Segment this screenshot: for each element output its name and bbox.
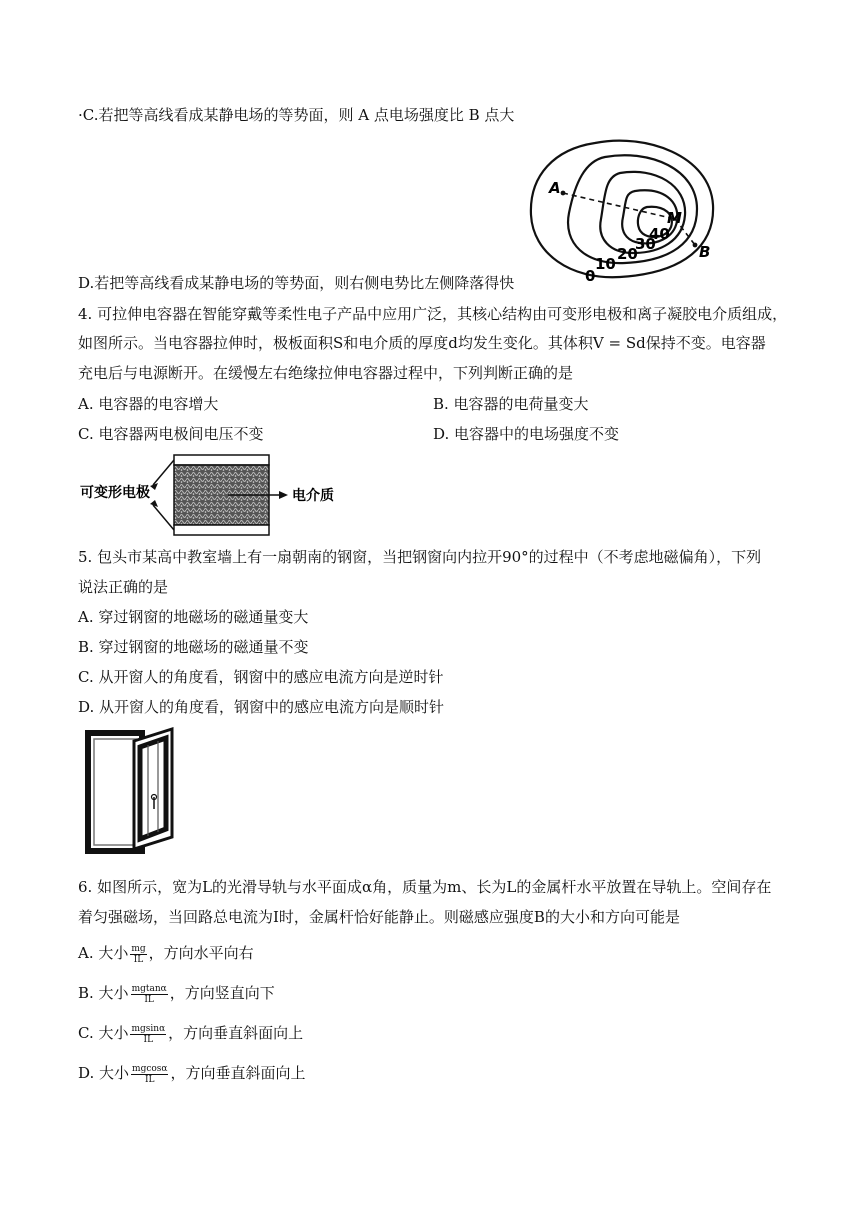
steel-window-figure [84, 725, 179, 855]
label-contour-20: 20 [617, 245, 638, 263]
q4-option-a: A. 电容器的电容增大 [78, 395, 219, 413]
label-contour-10: 10 [595, 255, 616, 273]
q4-stem-line-2: 如图所示。当电容器拉伸时，极板面积S和电介质的厚度d均发生变化。其体积V = Sd保持不变。电容器 [78, 334, 766, 352]
dashed-line-am [563, 193, 675, 219]
label-b: B [699, 243, 711, 261]
q4-option-b: B. 电容器的电荷量变大 [433, 395, 589, 413]
contour-map-figure [525, 135, 725, 285]
q6-option-d: D. 大小 $\frac{mgcos\alpha}{IL}$ ，方向垂直斜面向上 [78, 1063, 306, 1085]
electrode-label: 可变形电极 [80, 485, 150, 501]
q3-option-d: D.若把等高线看成某静电场的等势面，则右侧电势比左侧降落得快 [78, 274, 515, 292]
q5-option-a: A. 穿过钢窗的地磁场的磁通量变大 [78, 608, 309, 626]
bottom-electrode [174, 525, 269, 535]
point-a-dot [561, 191, 566, 196]
q4-option-d: D. 电容器中的电场强度不变 [433, 425, 620, 443]
label-contour-40: 40 [649, 225, 670, 243]
q5-stem-line-1: 5. 包头市某高中教室墙上有一扇朝南的钢窗，当把钢窗向内拉开90°的过程中（不考虑地磁偏角），下列 [78, 548, 762, 566]
fraction: $\frac{mgsin\alpha}{IL}$ [131, 1023, 166, 1045]
label-contour-30: 30 [635, 235, 656, 253]
q6-option-c: C. 大小 $\frac{mgsin\alpha}{IL}$ ，方向垂直斜面向上 [78, 1023, 304, 1045]
q6-stem-line-1: 6. 如图所示，宽为L的光滑导轨与水平面成α角，质量为m、长为L的金属杆水平放置在导轨上。空间存在 [78, 878, 772, 896]
q4-stem-line-1: 4. 可拉伸电容器在智能穿戴等柔性电子产品中应用广泛，其核心结构由可变形电极和离子凝胶电介质组成， [78, 305, 788, 323]
fraction: $\frac{mg}{IL}$ [131, 943, 146, 965]
q3-option-c: ·C.若把等高线看成某静电场的等势面，则 A 点电场强度比 B 点大 [78, 106, 515, 124]
label-a: A [549, 179, 561, 197]
q6-option-b: B. 大小 $\frac{mgtan\alpha}{IL}$ ，方向竖直向下 [78, 983, 275, 1005]
label-m: M [667, 209, 682, 227]
q6-option-a: A. 大小 $\frac{mg}{IL}$ ，方向水平向右 [78, 943, 254, 965]
q4-stem-line-3: 充电后与电源断开。在缓慢左右绝缘拉伸电容器过程中，下列判断正确的是 [78, 364, 574, 382]
q5-stem-line-2: 说法正确的是 [78, 578, 169, 596]
capacitor-figure [78, 453, 378, 538]
q5-option-c: C. 从开窗人的角度看，钢窗中的感应电流方向是逆时针 [78, 668, 444, 686]
arrow-electrode-top [153, 460, 174, 485]
arrow-electrode-bottom [153, 505, 174, 530]
q5-option-d: D. 从开窗人的角度看，钢窗中的感应电流方向是顺时针 [78, 698, 445, 716]
fraction: $\frac{mgtan\alpha}{IL}$ [131, 983, 167, 1005]
point-b-dot [693, 243, 698, 248]
q5-option-b: B. 穿过钢窗的地磁场的磁通量不变 [78, 638, 309, 656]
dielectric-label: 电介质 [292, 488, 334, 504]
label-contour-0: 0 [585, 267, 596, 285]
q6-stem-line-2: 着匀强磁场，当回路总电流为I时，金属杆恰好能静止。则磁感应强度B的大小和方向可能是 [78, 908, 680, 926]
fraction: $\frac{mgcos\alpha}{IL}$ [132, 1063, 168, 1085]
q4-option-c: C. 电容器两电极间电压不变 [78, 425, 264, 443]
top-electrode [174, 455, 269, 465]
